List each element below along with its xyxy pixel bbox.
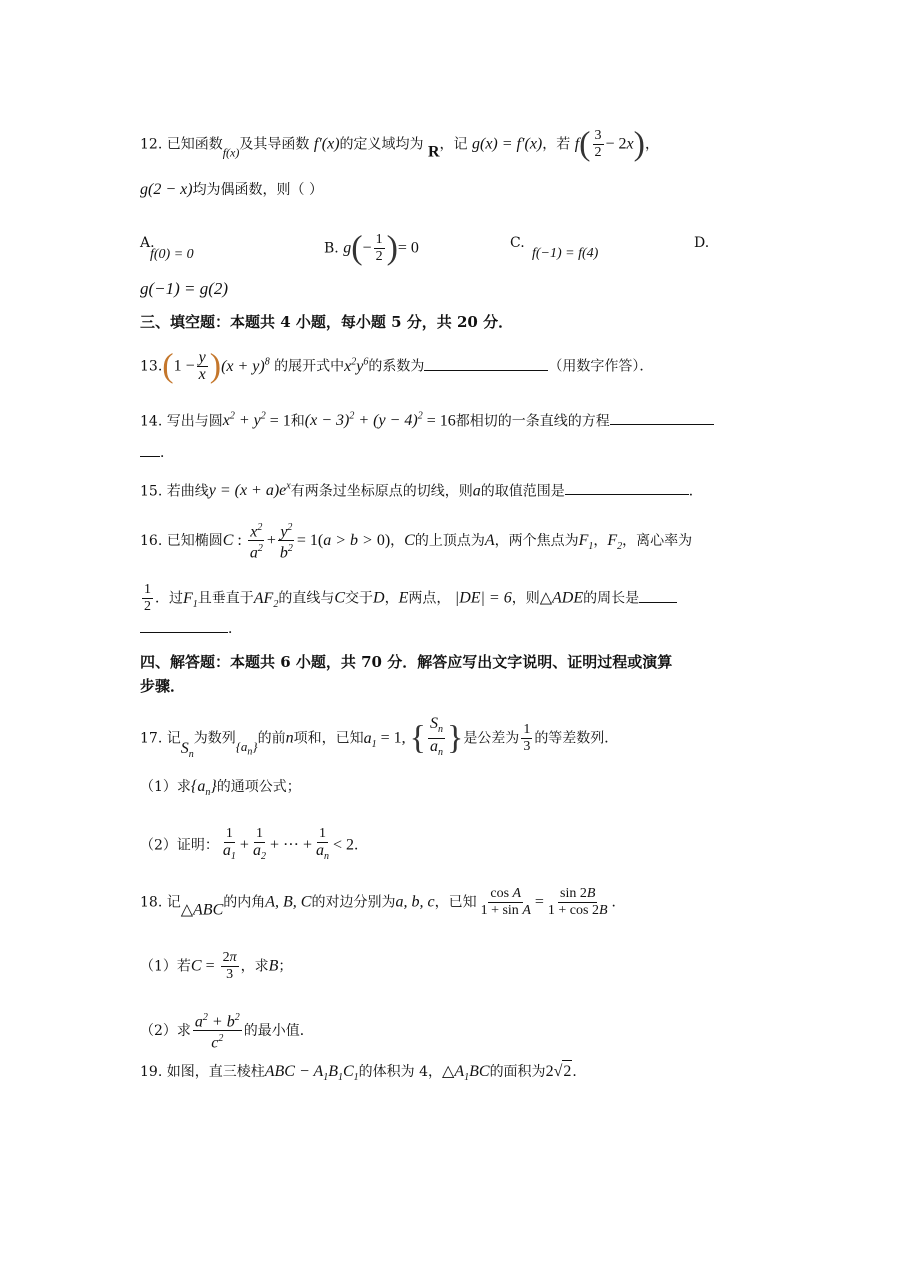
q12-number: 12. — [140, 136, 163, 153]
q12-line2: g(2 − x)均为偶函数，则（ ） — [140, 181, 324, 198]
q12-option-b: B. g(− $\frac{1}{2}$ )= 0 — [324, 229, 419, 267]
section-3-heading: 三、填空题：本题共 4 小题，每小题 5 分，共 20 分． — [140, 313, 514, 331]
q12-option-d: g(−1) = g(2) — [140, 279, 229, 298]
q14-line2: ． — [140, 442, 174, 464]
section-4-heading: 四、解答题：本题共 6 小题，共 70 分．解答应写出文字说明、证明过程或演算 — [140, 653, 673, 671]
q15: 15. 若曲线$y = (x + a)e^x$有两条过坐标原点的切线，则a的取值范围是 ． — [140, 481, 703, 500]
q14-answer-blank[interactable] — [610, 410, 714, 425]
q17-part2: （2）证明： $\frac{1}{a_1}$ + $\frac{1}{a_2}$ + ··· + $\frac{1}{a_n}$ < 2． — [140, 826, 369, 863]
q12-option-a: f(0) = 0 — [150, 247, 194, 262]
q16-answer-blank[interactable] — [639, 588, 677, 603]
q12-line1: 12. 已知函数f(x)及其导函数 f′(x)的定义域均为 R，记 g(x) = f′(x)，若 f( $\frac{3}{2}$ − 2x)， — [140, 125, 659, 163]
q13: 13.(1 − $\frac{y}{x}$ )$(x + y)^8$ 的展开式中$x^2y^6$的系数为 （用数字作答）． — [140, 347, 654, 385]
q16-line2: $\frac{1}{2}$ ．过$F_1$且垂直于$AF_2$的直线与C交于D，E两点， |DE| = 6，则△ADE的周长是 — [140, 582, 677, 616]
q18: 18. 记△ABC的内角A, B, C的对边分别为a, b, c，已知 $\frac{\text{cos A}}{\text{1 + sin A}}$ = $\frac{\sin 2B}{1 + \cos 2B}$ ． — [140, 886, 626, 919]
q17-part1: （1）求$\{a_n\}$的通项公式； — [140, 778, 301, 799]
q12-option-a-label: A. — [140, 235, 155, 251]
q13-answer-blank[interactable] — [424, 356, 548, 371]
q15-answer-blank[interactable] — [565, 480, 689, 495]
q12-option-c: f(−1) = f(4) — [532, 246, 599, 261]
section-4-heading-cont: 步骤． — [140, 677, 186, 695]
q18-part1: （1）若C = $\frac{2\pi}{3}$ ，求B； — [140, 950, 293, 982]
q18-part2: （2）求 $\frac{a^2 + b^2}{c^2}$ 的最小值． — [140, 1012, 314, 1052]
q12-option-d-label: D. — [694, 235, 710, 251]
q19: 19. 如图，直三棱柱ABC − $A_1B_1C_1$的体积为 4，$\triangle A_1BC$的面积为2√2． — [140, 1060, 586, 1089]
q17: 17. 记$S_n$为数列$\{a_n\}$的前n项和，已知$a_1 = 1$, { $\frac{S_n}{a_n}$ }是公差为 $\frac{1}{3}$ 的等差数列． — [140, 715, 619, 760]
q14-line1: 14. 写出与圆$x^2 + y^2 = 1$和$(x - 3)^2 + (y - 4)^2 = 16$都相切的一条直线的方程 — [140, 406, 714, 432]
q12-option-c-label: C. — [510, 235, 525, 251]
q16-line3: ． — [140, 618, 242, 640]
q16-line1: 16. 已知椭圆C : $\frac{x^2}{a^2}$ + $\frac{y^2}{b^2}$ = 1(a > b > 0)，C的上顶点为A，两个焦点为$F_1$，$F_2$，离心率为 — [140, 522, 693, 562]
